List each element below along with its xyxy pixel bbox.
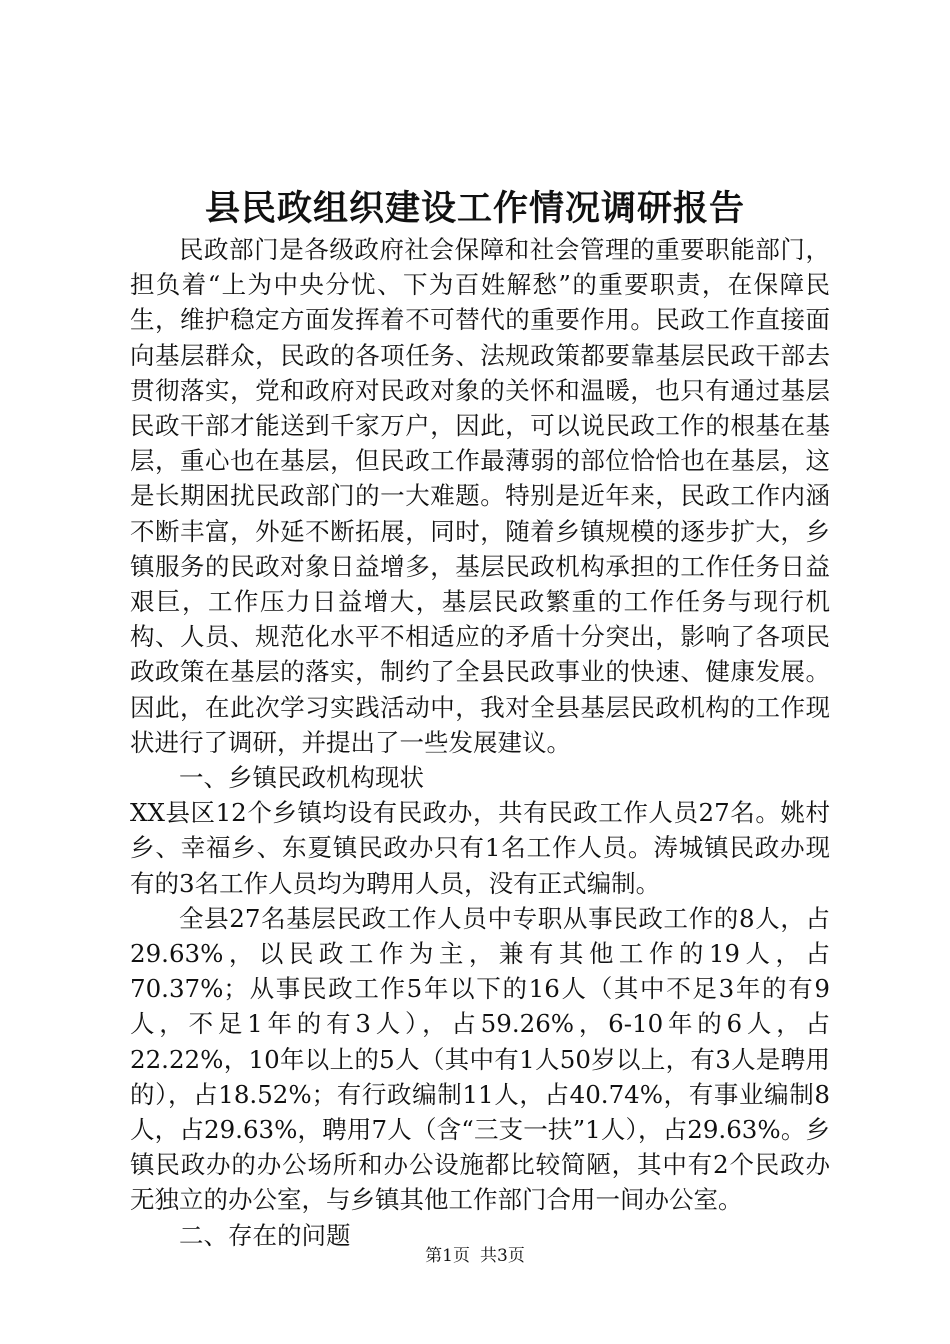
status-paragraph: XX县区12个乡镇均设有民政办，共有民政工作人员27名。姚村乡、幸福乡、东夏镇民政办只有1名工作人员。涛城镇民政办现有的3名工作人员均为聘用人员，没有正式编制。 (130, 798, 830, 898)
page-total: 共3页 (480, 1246, 525, 1266)
document-title: 县民政组织建设工作情况调研报告 (204, 188, 745, 229)
page-number: 第1页 (425, 1246, 470, 1266)
statistics-paragraph: 全县27名基层民政工作人员中专职从事民政工作的8人，占29.63%，以民政工作为主，兼有其他工作的19人，占70.37%；从事民政工作5年以下的16人（其中不足3年的有9人，不足1年的有3人），占59.26%，6-10年的6人，占22.22%，10年以上的5人（其中有1人50岁以上，有3人是聘用的），占18.52%；有行政编制11人，占40.74%，有事业编制8人，占29.63%，聘用7人（含“三支一扶”1人），占29.63%。乡镇民政办的办公场所和办公设施都比较简陋，其中有2个民政办无独立的办公室，与乡镇其他工作部门合用一间办公室。 (130, 903, 830, 1215)
document-body (130, 232, 830, 1253)
intro-paragraph: 民政部门是各级政府社会保障和社会管理的重要职能部门，担负着“上为中央分忧、下为百姓解愁”的重要职责，在保障民生，维护稳定方面发挥着不可替代的重要作用。民政工作直接面向基层群众，民政的各项任务、法规政策都要靠基层民政干部去贯彻落实，党和政府对民政对象的关怀和温暖，也只有通过基层民政干部才能送到千家万户，因此，可以说民政工作的根基在基层，重心也在基层，但民政工作最薄弱的部位恰恰也在基层，这是长期困扰民政部门的一大难题。特别是近年来，民政工作内涵不断丰富，外延不断拓展，同时，随着乡镇规模的逐步扩大，乡镇服务的民政对象日益增多，基层民政机构承担的工作任务日益艰巨，工作压力日益增大，基层民政繁重的工作任务与现行机构、人员、规范化水平不相适应的矛盾十分突出，影响了各项民政政策在基层的落实，制约了全县民政事业的快速、健康发展。因此，在此次学习实践活动中，我对全县基层民政机构的工作现状进行了调研，并提出了一些发展建议。 (130, 235, 830, 757)
page-footer (0, 1244, 950, 1268)
section-heading-2: 二、存在的问题 (179, 1220, 351, 1250)
section-heading-1: 一、乡镇民政机构现状 (179, 763, 424, 793)
